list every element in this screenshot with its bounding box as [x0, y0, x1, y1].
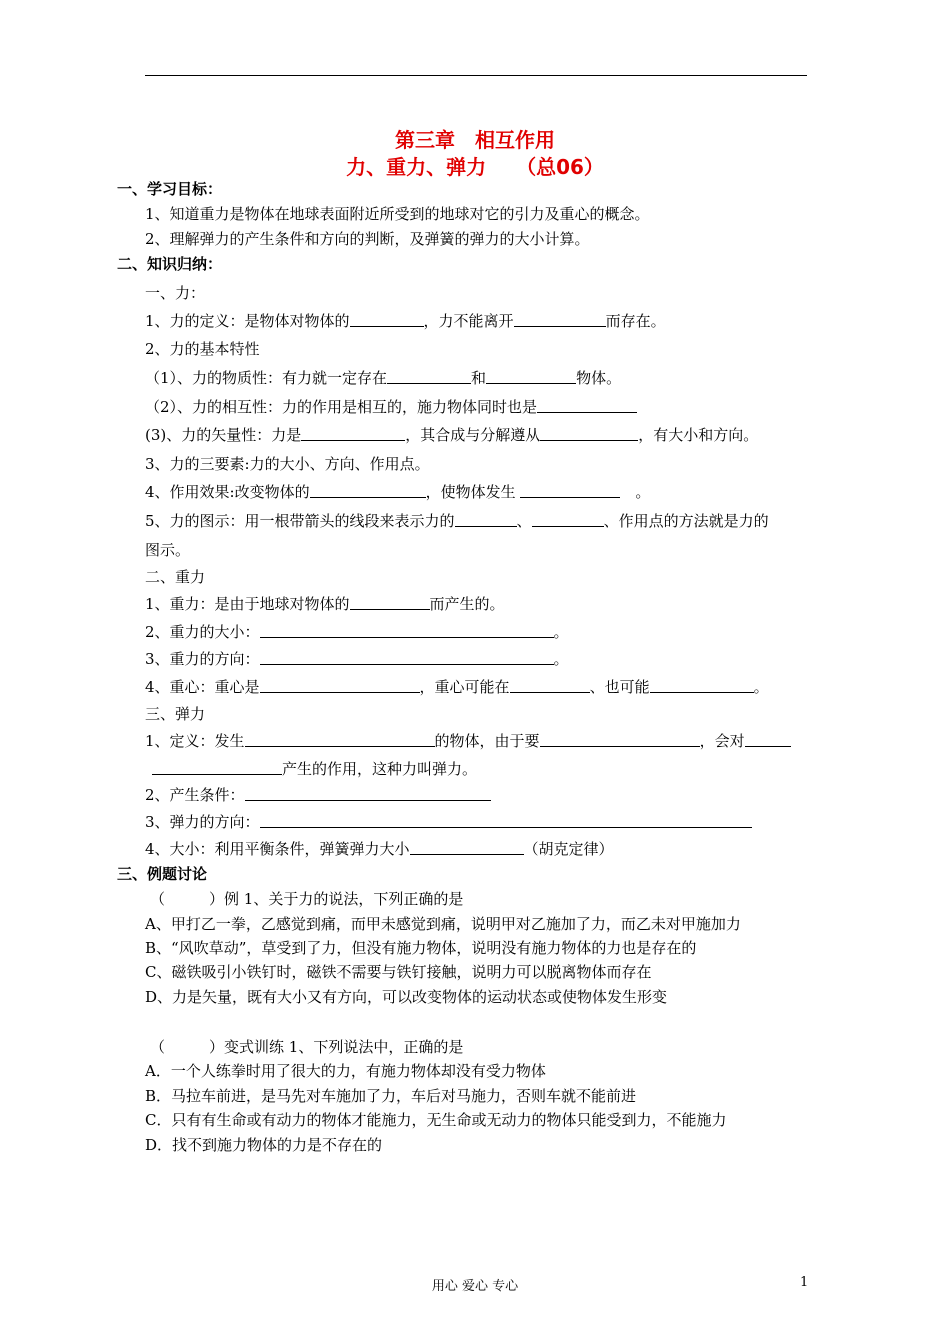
blank[interactable]: [455, 511, 517, 527]
blank[interactable]: [260, 622, 554, 638]
section-heading-knowledge: 二、知识归纳：: [117, 255, 223, 273]
blank[interactable]: [245, 731, 435, 747]
elastic-direction: 3、弹力的方向：: [145, 812, 752, 832]
example-2-option-b: B．马拉车前进，是马先对车施加了力，车后对马施力，否则车就不能前进: [145, 1087, 637, 1105]
blank[interactable]: [540, 731, 700, 747]
blank[interactable]: [301, 425, 405, 441]
gravity-def: 1、重力：是由于地球对物体的 而产生的。: [145, 595, 505, 613]
force-three-elements: 3、力的三要素:力的大小、方向、作用点。: [145, 455, 430, 473]
blank[interactable]: [350, 311, 424, 327]
section-heading-goals: 一、学习目标：: [117, 180, 223, 198]
blank[interactable]: [486, 368, 576, 384]
gravity-direction: 3、重力的方向： 。: [145, 650, 569, 668]
elastic-def-cont: 产生的作用，这种力叫弹力。: [152, 759, 477, 779]
blank[interactable]: [245, 785, 491, 801]
example-1-stem: （ ）例 1、关于力的说法，下列正确的是: [150, 890, 464, 908]
force-diagram: 5、力的图示：用一根带箭头的线段来表示力的 、 、作用点的方法就是力的: [145, 512, 769, 530]
blank[interactable]: [520, 482, 620, 498]
example-2-option-d: D．找不到施力物体的力是不存在的: [145, 1136, 383, 1154]
subheading-gravity: 二、重力: [145, 568, 206, 586]
footer-text: 用心 爱心 专心: [431, 1279, 519, 1294]
blank[interactable]: [745, 731, 791, 747]
gravity-center: 4、重心：重心是 ，重心可能在 、也可能 。: [145, 678, 769, 696]
blank[interactable]: [532, 511, 604, 527]
blank[interactable]: [650, 677, 754, 693]
blank[interactable]: [260, 677, 420, 693]
elastic-conditions: 2、产生条件：: [145, 785, 491, 805]
blank[interactable]: [510, 677, 590, 693]
gravity-magnitude: 2、重力的大小： 。: [145, 623, 569, 641]
example-1-option-b: B、“风吹草动”，草受到了力，但没有施力物体，说明没有施力物体的力也是存在的: [145, 939, 697, 957]
blank[interactable]: [152, 759, 282, 775]
chapter-title: 第三章 相互作用: [395, 128, 555, 152]
blank[interactable]: [350, 594, 430, 610]
blank[interactable]: [514, 311, 606, 327]
goal-item: 2、理解弹力的产生条件和方向的判断，及弹簧的弹力的大小计算。: [145, 230, 590, 248]
example-1-option-a: A、甲打乙一拳，乙感觉到痛，而甲未感觉到痛，说明甲对乙施加了力，而乙未对甲施加力: [145, 915, 741, 933]
elastic-magnitude: 4、大小：利用平衡条件，弹簧弹力大小 （胡克定律）: [145, 840, 614, 858]
elastic-def: 1、定义：发生 的物体，由于要 ，会对: [145, 731, 791, 751]
blank[interactable]: [260, 812, 752, 828]
section-heading-examples: 三、例题讨论: [117, 865, 208, 883]
blank[interactable]: [387, 368, 471, 384]
subheading-force: 一、力：: [145, 284, 206, 302]
blank[interactable]: [537, 397, 637, 413]
blank[interactable]: [540, 425, 638, 441]
example-1-option-d: D、力是矢量，既有大小又有方向，可以改变物体的运动状态或使物体发生形变: [145, 988, 668, 1006]
page-number: 1: [800, 1275, 809, 1290]
example-2-option-a: A．一个人练拳时用了很大的力，有施力物体却没有受力物体: [145, 1062, 546, 1080]
force-definition: 1、力的定义：是物体对物体的 ，力不能离开 而存在。: [145, 312, 666, 330]
subheading-elastic: 三、弹力: [145, 705, 206, 723]
blank[interactable]: [260, 649, 554, 665]
force-property-2: （2）、力的相互性：力的作用是相互的，施力物体同时也是: [145, 397, 637, 417]
goal-item: 1、知道重力是物体在地球表面附近所受到的地球对它的引力及重心的概念。: [145, 205, 650, 223]
lesson-title: 力、重力、弹力 （总06）: [346, 155, 604, 179]
force-basic: 2、力的基本特性: [145, 340, 260, 358]
force-effect: 4、作用效果:改变物体的 ，使物体发生 。: [145, 483, 651, 501]
force-diagram-cont: 图示。: [145, 541, 191, 559]
force-property-3: (3)、力的矢量性：力是 ，其合成与分解遵从 ，有大小和方向。: [145, 426, 759, 444]
blank[interactable]: [410, 839, 524, 855]
example-2-option-c: C．只有有生命或有动力的物体才能施力，无生命或无动力的物体只能受到力，不能施力: [145, 1111, 727, 1129]
blank[interactable]: [310, 482, 426, 498]
force-property-1: （1）、力的物质性：有力就一定存在 和 物体。: [145, 369, 622, 387]
example-1-option-c: C、磁铁吸引小铁钉时，磁铁不需要与铁钉接触，说明力可以脱离物体而存在: [145, 963, 652, 981]
example-2-stem: （ ）变式训练 1、下列说法中，正确的是: [150, 1038, 464, 1056]
header-rule: [145, 75, 807, 76]
